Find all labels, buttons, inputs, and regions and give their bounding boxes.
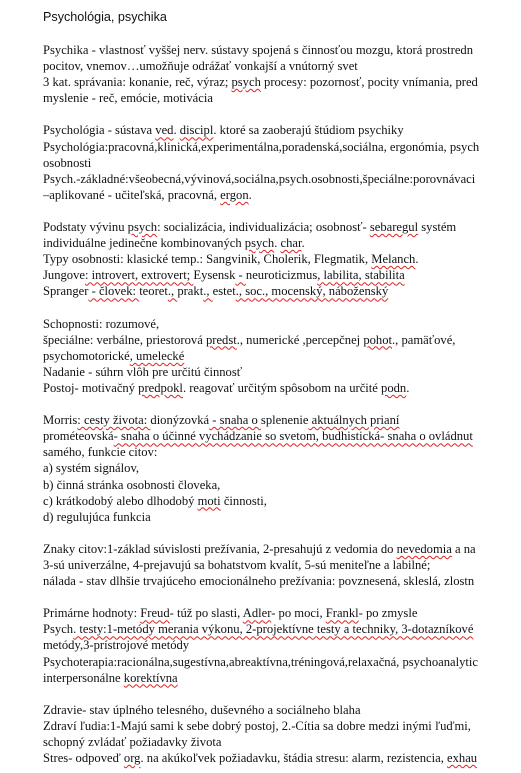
misspelled-word: - človek: bbox=[88, 284, 140, 299]
text-run: . ktoré sa zaoberajú štúdiom psychiky bbox=[213, 123, 404, 138]
text-line bbox=[43, 187, 521, 203]
paragraph bbox=[43, 219, 521, 299]
misspelled-word: ., bbox=[167, 284, 178, 299]
text-run: . bbox=[301, 236, 305, 251]
text-run: . bbox=[173, 123, 180, 138]
text-run: myslenie - reč, emócie, motivácia bbox=[43, 91, 213, 106]
text-run: a) systém signálov, bbox=[43, 461, 140, 476]
text-run: –aplikované - učiteľská, pracovná, bbox=[43, 187, 221, 202]
text-line bbox=[43, 654, 521, 670]
text-run: Eysensk bbox=[193, 268, 236, 283]
text-run: pocitov, vnemov…umožňuje odrážať vonkajší a vnútorný svet bbox=[43, 59, 358, 74]
text-line bbox=[43, 670, 521, 686]
text-run: ., numerické ,percepčnej bbox=[236, 332, 364, 347]
misspelled-word: , labilita, stabilita bbox=[317, 268, 405, 283]
misspelled-word: . testy:1-metódy merania výkonu, 2-projektívne testy a techniky, 3-dotazníkové bbox=[73, 622, 474, 637]
misspelled-word: Melanch bbox=[371, 252, 416, 267]
misspelled-word: psych bbox=[244, 236, 275, 251]
text-run: estet bbox=[212, 284, 236, 299]
text-line bbox=[43, 412, 521, 428]
text-line bbox=[43, 139, 521, 155]
text-line bbox=[43, 509, 521, 525]
text-run: . bbox=[415, 252, 419, 267]
text-run: b) činná stránka osobnosti človeka, bbox=[43, 477, 221, 492]
text-run: teoret bbox=[139, 284, 168, 299]
blank-line bbox=[43, 25, 521, 42]
text-line bbox=[43, 557, 521, 573]
text-line bbox=[43, 702, 521, 718]
misspelled-word: predpokl bbox=[138, 380, 183, 395]
text-run: špeciálne: verbálne, priestorová bbox=[43, 332, 206, 347]
text-run: c) krátkodobý alebo dlhodobý bbox=[43, 493, 198, 508]
text-run: neuroticizmus bbox=[245, 268, 318, 283]
text-line bbox=[43, 348, 521, 364]
misspelled-word: ., soc., mocenský, náboženský bbox=[235, 284, 389, 299]
blank-line bbox=[43, 686, 521, 702]
text-line bbox=[43, 573, 521, 589]
misspelled-word: ergon bbox=[220, 187, 249, 202]
text-run: Znaky citov:1-základ súvislosti prežívania, 2-presahujú z vedomia do bbox=[43, 541, 397, 556]
paragraph bbox=[43, 541, 521, 589]
text-run: Stres- odpoveď bbox=[43, 751, 124, 766]
misspelled-word: psych bbox=[127, 220, 158, 235]
blank-line bbox=[43, 300, 521, 316]
text-run: Spranger bbox=[43, 284, 89, 299]
text-run: Jungove bbox=[43, 268, 85, 283]
misspelled-word: psych bbox=[231, 75, 261, 90]
text-run: Primárne hodnoty: bbox=[43, 606, 141, 621]
paragraph bbox=[43, 122, 521, 202]
text-run: d) regulujúca funkcia bbox=[43, 509, 151, 524]
text-run: systém bbox=[418, 220, 457, 235]
text-line bbox=[43, 541, 521, 557]
text-line bbox=[43, 621, 521, 637]
text-run: ., pamäťové, bbox=[392, 332, 456, 347]
text-run: Psych.-základné:všeobecná,vývinová,sociálna,psych.osobnosti,špeciálne:porovnávaci bbox=[43, 171, 476, 186]
text-run: prométeovská bbox=[43, 429, 114, 444]
document-page bbox=[43, 6, 521, 773]
text-run: Schopnosti: rozumové, bbox=[43, 316, 160, 331]
misspelled-word: : cesty života: bbox=[77, 413, 151, 428]
text-run: Zdraví ľudia:1-Majú sami k sebe dobrý postoj, 2.-Cítia sa dobre medzi inými ľuďmi, bbox=[43, 718, 471, 733]
misspelled-word: - bbox=[235, 268, 246, 283]
document-title: Psychológia, psychika bbox=[43, 10, 167, 24]
text-line bbox=[43, 750, 521, 766]
misspelled-word: exhau bbox=[447, 751, 478, 766]
text-line bbox=[43, 283, 521, 299]
misspelled-word: : introvert, extrovert; bbox=[84, 268, 194, 283]
text-run: Psychológia - sústava bbox=[43, 123, 156, 138]
text-run: Zdravie- stav úplného telesného, duševného a sociálneho blaha bbox=[43, 702, 361, 717]
text-run: Typy osobnosti: klasické temp.: Sangvinik, Cholerik, Flegmatik, bbox=[43, 252, 372, 267]
text-run: . bbox=[274, 236, 281, 251]
misspelled-word: org bbox=[123, 751, 141, 766]
misspelled-word: ., bbox=[203, 284, 213, 299]
paragraph bbox=[43, 412, 521, 525]
text-run: dionýzovká bbox=[150, 413, 210, 428]
text-run: - po moci, bbox=[271, 606, 326, 621]
blank-line bbox=[43, 203, 521, 219]
text-run: . bbox=[406, 380, 410, 395]
text-run: - po zmysle bbox=[358, 606, 418, 621]
text-line bbox=[43, 380, 521, 396]
text-run: samého, funkcie citov: bbox=[43, 445, 158, 460]
text-run: a na bbox=[451, 541, 476, 556]
misspelled-word: discipl bbox=[179, 123, 214, 138]
text-run: psychomotorické bbox=[43, 348, 130, 363]
text-line bbox=[43, 460, 521, 476]
text-run: činnosti, bbox=[220, 493, 267, 508]
text-line bbox=[43, 171, 521, 187]
text-run: Nadanie - súhrn vlôh pre určitú činnosť bbox=[43, 364, 243, 379]
text-run: Postoj- motivačný bbox=[43, 380, 139, 395]
text-line bbox=[43, 316, 521, 332]
text-line bbox=[43, 637, 521, 653]
text-run: interpersonálne bbox=[43, 670, 124, 685]
paragraph bbox=[43, 605, 521, 685]
text-run: individuálne jedinečne kombinovaných bbox=[43, 236, 245, 251]
blank-line bbox=[43, 106, 521, 122]
text-line bbox=[43, 718, 521, 734]
text-run: . reagovať určitým spôsobom na určité bbox=[182, 380, 382, 395]
misspelled-word: , umelecké bbox=[129, 348, 185, 363]
text-run: . na akúkoľvek požiadavku, štádia stresu: alarm, rezistencia, bbox=[140, 751, 448, 766]
text-line bbox=[43, 734, 521, 750]
text-line bbox=[43, 42, 521, 58]
text-line bbox=[43, 364, 521, 380]
misspelled-word: moti bbox=[197, 493, 221, 508]
text-run: Psychológia:pracovná,klinická,experimentálna,poradenská,sociálna, ergonómia, psych bbox=[43, 139, 480, 154]
text-run: Psychika - vlastnosť vyššej nerv. sústavy spojená s činnosťou mozgu, ktorá prostredn bbox=[43, 43, 474, 57]
text-run: Psych bbox=[43, 622, 74, 637]
misspelled-word: Adler bbox=[242, 606, 272, 621]
text-line bbox=[43, 74, 521, 90]
text-run: 3 kat. správania: konanie, reč, výraz; bbox=[43, 75, 232, 90]
text-line bbox=[43, 58, 521, 74]
text-line bbox=[43, 444, 521, 460]
misspelled-word: Freud bbox=[140, 606, 170, 621]
text-run: procesy: pozornosť, pocity vnímania, pred bbox=[260, 75, 478, 90]
misspelled-word: char bbox=[280, 236, 302, 251]
text-line bbox=[43, 605, 521, 621]
text-run: 3-sú univerzálne, 4-prejavujú sa bohatstvom kvalít, 5-sú meniteľne a labilné; bbox=[43, 558, 431, 572]
misspelled-word: - snaha o bbox=[209, 413, 261, 428]
text-line bbox=[43, 332, 521, 348]
text-run: splenenie bbox=[260, 413, 309, 428]
text-run: prakt bbox=[177, 284, 204, 299]
paragraph bbox=[43, 316, 521, 396]
text-run: metódy,3-prístrojové metódy bbox=[43, 638, 190, 653]
misspelled-word: - snaha o účinné vychádzanie so svetom, budhistická- snaha o ovládnut bbox=[113, 429, 473, 444]
blank-line bbox=[43, 396, 521, 412]
paragraph bbox=[43, 42, 521, 106]
text-run: Podstaty vývinu bbox=[43, 220, 128, 235]
text-line bbox=[43, 493, 521, 509]
misspelled-word: aktuálnych prianí bbox=[308, 413, 400, 428]
text-run: nálada - stav dlhšie trvajúceho emocionálneho prežívania: povznesená, skleslá, zlostn bbox=[43, 574, 475, 589]
text-line bbox=[43, 90, 521, 106]
text-line bbox=[43, 219, 521, 235]
text-run: osobnosti bbox=[43, 155, 92, 170]
text-line bbox=[43, 428, 521, 444]
document-body bbox=[43, 42, 521, 766]
misspelled-word: nevedomia bbox=[396, 541, 452, 556]
text-run: schopný zvládať požiadavky života bbox=[43, 735, 222, 750]
text-line bbox=[43, 251, 521, 267]
text-run: - túž po slasti, bbox=[169, 606, 243, 621]
text-run: . bbox=[248, 187, 252, 202]
text-line bbox=[43, 122, 521, 138]
text-run: Psychoterapia:racionálna,sugestívna,abreaktívna,tréningová,relaxačná, psychoanalytic bbox=[43, 654, 479, 669]
paragraph bbox=[43, 702, 521, 766]
text-run: Morris bbox=[43, 413, 78, 428]
misspelled-word: sebaregul bbox=[369, 220, 419, 235]
text-line bbox=[43, 155, 521, 171]
text-line bbox=[43, 267, 521, 283]
text-run: : socializácia, individualizácia; osobnosť- bbox=[157, 220, 370, 235]
misspelled-word: Frankl bbox=[325, 606, 359, 621]
text-line bbox=[43, 235, 521, 251]
blank-line bbox=[43, 525, 521, 541]
misspelled-word: ved bbox=[155, 123, 174, 138]
misspelled-word: predst bbox=[205, 332, 237, 347]
misspelled-word: korektívna bbox=[123, 670, 178, 685]
text-line bbox=[43, 477, 521, 493]
blank-line bbox=[43, 589, 521, 605]
misspelled-word: podn bbox=[381, 380, 407, 395]
misspelled-word: pohot bbox=[363, 332, 392, 347]
